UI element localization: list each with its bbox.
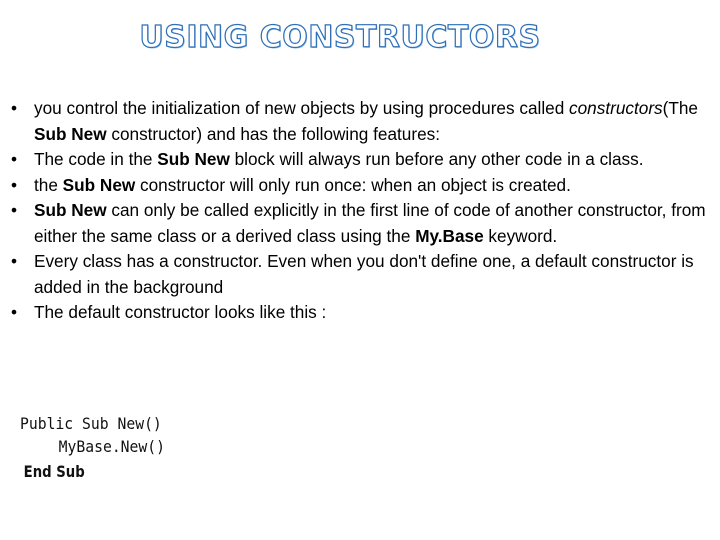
bullet-item (6, 249, 712, 300)
bullet-text: Sub New (157, 149, 230, 169)
bullet-text: keyword. (483, 225, 558, 246)
bullet-text: the (34, 174, 63, 195)
bullet-text: constructors (569, 98, 663, 118)
bullet-text: you control the initialization of new objects by using procedures called (34, 98, 570, 118)
bullet-dot: • (10, 174, 18, 195)
bullet-item (6, 300, 712, 326)
code-snippet-image (20, 412, 165, 483)
bullet-text: The default constructor looks like this : (34, 302, 327, 322)
code-line: MyBase.New() (58, 437, 165, 456)
bullet-text: constructor) and has the following features: (106, 123, 441, 144)
bullet-dot: • (10, 149, 18, 169)
bullet-item (6, 147, 712, 173)
bullet-text: Sub New (34, 123, 107, 144)
bullet-text: block will always run before any other code in a class. (229, 149, 644, 169)
code-line: End Sub (23, 462, 85, 481)
bullet-item (6, 173, 712, 199)
bullet-text: can only be called explicitly in the first line of code of another constructor, from either the same class or a derived class using the (34, 200, 706, 246)
bullet-list (6, 96, 712, 326)
bullet-item (6, 96, 712, 147)
bullet-dot: • (10, 98, 18, 118)
bullet-dot: • (10, 200, 18, 220)
bullet-item (6, 198, 712, 249)
bullet-text: constructor will only run once: when an object is created. (135, 174, 571, 195)
slide-title: USING CONSTRUCTORS (139, 20, 541, 55)
bullet-text: Every class has a constructor. Even when you don't define one, a default constructor is added in the background (34, 251, 694, 297)
code-line: Public Sub New() (20, 414, 162, 433)
bullet-text: The code in the (34, 149, 158, 169)
bullet-text: Sub New (34, 200, 107, 220)
bullet-text: (The (662, 98, 698, 118)
bullet-dot: • (10, 302, 18, 322)
bullet-text: My.Base (415, 225, 484, 246)
bullet-text: Sub New (62, 174, 136, 195)
bullet-dot: • (10, 251, 18, 271)
